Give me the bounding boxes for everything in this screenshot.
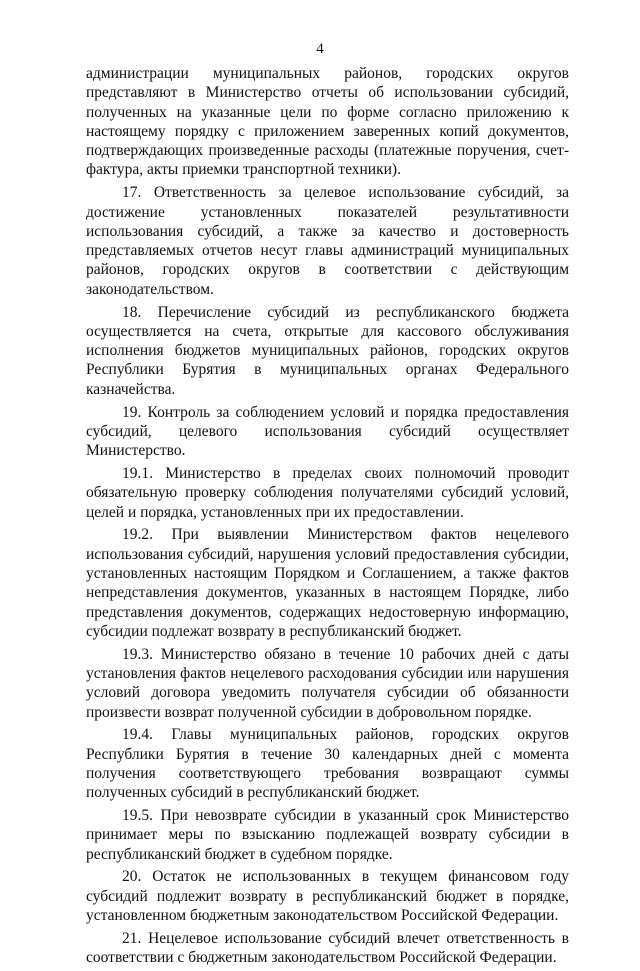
paragraph-19-5: 19.5. При невозврате субсидии в указанный срок Министерство принимает меры по взысканию подлежащей возврату субсидии в республиканский бюджет в судебном порядке. (86, 806, 569, 863)
document-body (86, 64, 569, 971)
paragraph-19-1: 19.1. Министерство в пределах своих полномочий проводит обязательную проверку соблюдения получателями субсидий условий, целей и порядка, установленных при их предоставлении. (86, 464, 569, 521)
paragraph-continuation: администрации муниципальных районов, городских округов представляют в Министерство отчеты об использовании субсидий, полученных на указанные цели по форме согласно приложению к настоящему порядку с приложением заверенных копий документов, подтверждающих произведенные расходы (платежные поручения, счет-фактура, акты приемки транспортной техники). (86, 65, 569, 179)
paragraph-19-4: 19.4. Главы муниципальных районов, городских округов Республики Бурятия в течение 30 календарных дней с момента получения соответствующего требования возвращают суммы полученных субсидий в республиканский бюджет. (86, 726, 569, 802)
paragraph-20: 20. Остаток не использованных в текущем финансовом году субсидий подлежит возврату в республиканский бюджет в порядке, установленном бюджетным законодательством Российской Федерации. (86, 868, 569, 924)
paragraph-17: 17. Ответственность за целевое использование субсидий, за достижение установленных показателей результативности использования субсидий, а также за качество и достоверность представляемых отчетов несут главы администраций муниципальных районов, городских округов в соответствии с действующим законодательством. (86, 184, 569, 298)
paragraph-18: 18. Перечисление субсидий из республиканского бюджета осуществляется на счета, открытые для кассового обслуживания исполнения бюджетов муниципальных районов, городских округов Республики Бурятия в муниципальных органах Федерального казначейства. (86, 303, 569, 398)
paragraph-19-3: 19.3. Министерство обязано в течение 10 рабочих дней с даты установления фактов нецелевого расходования субсидии или нарушения условий договора уведомить получателя субсидии об обязанности произвести возврат полученной субсидии в добровольном порядке. (86, 645, 569, 721)
paragraph-21: 21. Нецелевое использование субсидий влечет ответственность в соответствии с бюджетным законодательством Российской Федерации. (86, 929, 569, 967)
page-number: 4 (316, 41, 324, 57)
paragraph-19: 19. Контроль за соблюдением условий и порядка предоставления субсидий, целевого использования субсидий осуществляет Министерство. (86, 403, 569, 460)
paragraph-19-2: 19.2. При выявлении Министерством фактов нецелевого использования субсидий, нарушения условий предоставления субсидии, установленных настоящим Порядком и Соглашением, а также фактов непредставления документов, указанных в настоящем Порядке, либо представления документов, содержащих недостоверную информацию, субсидии подлежат возврату в республиканский бюджет. (86, 526, 569, 640)
